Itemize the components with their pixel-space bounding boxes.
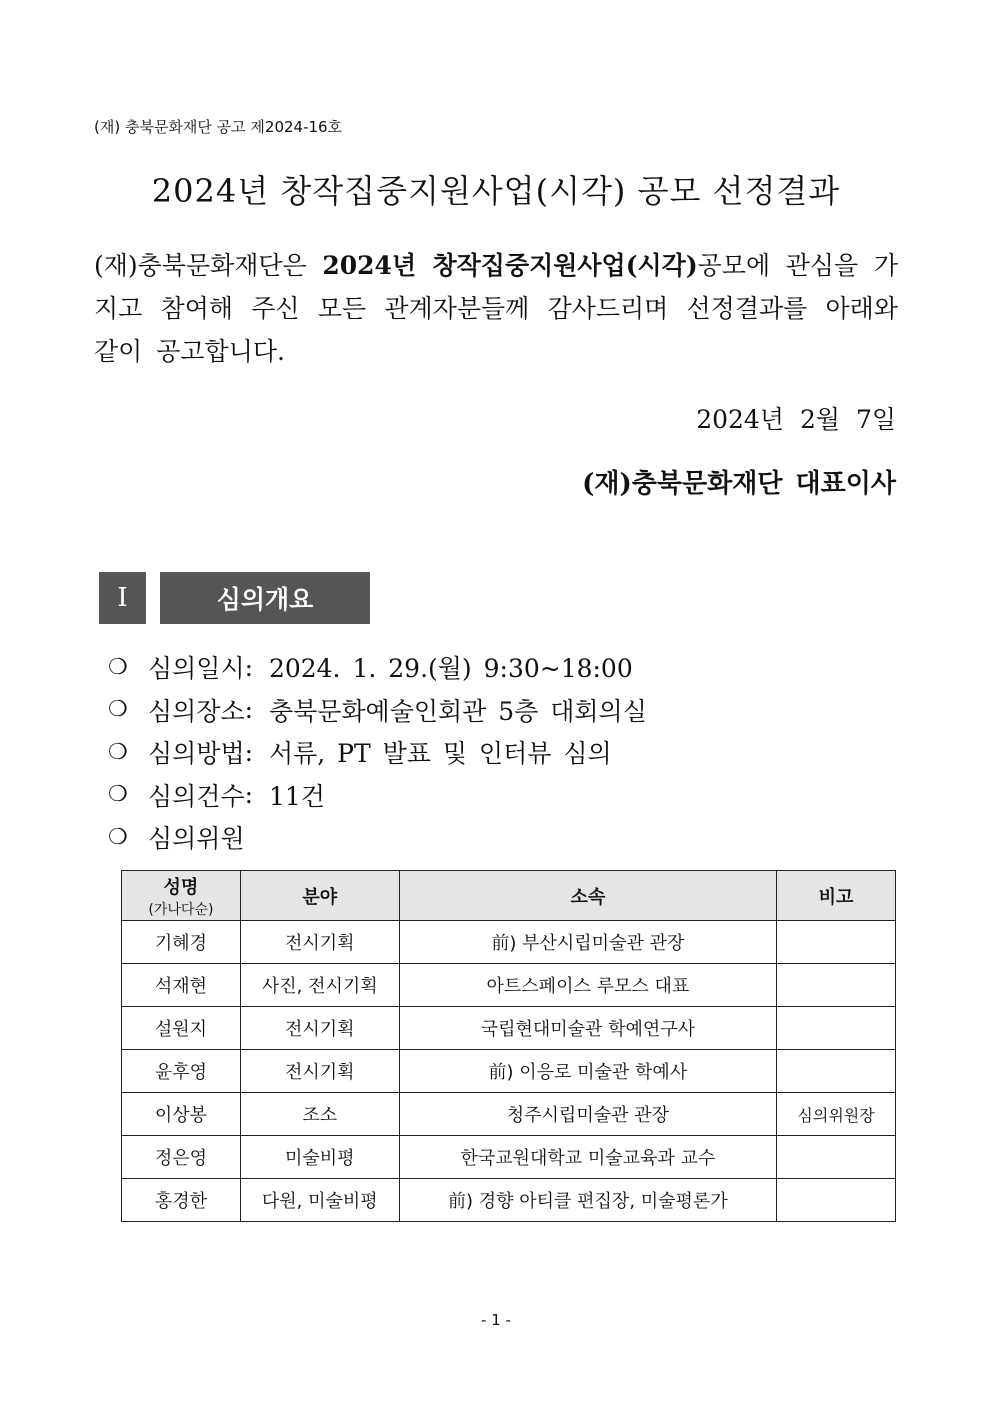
cell-affiliation: 국립현대미술관 학예연구사 <box>399 1007 776 1050</box>
cell-name: 설원지 <box>122 1007 241 1050</box>
section-title: 심의개요 <box>160 572 370 624</box>
header-note: 비고 <box>777 871 896 921</box>
page-number: - 1 - <box>481 1311 511 1329</box>
item-value: 2024. 1. 29.(월) 9:30~18:00 <box>268 654 633 684</box>
circle-bullet-icon: ❍ <box>108 654 128 680</box>
cell-name: 홍경한 <box>122 1179 241 1222</box>
header-name: 성명 (가나다순) <box>122 871 241 921</box>
document-title: 2024년 창작집중지원사업(시각) 공모 선정결과 <box>151 172 841 210</box>
table-row <box>122 1007 896 1050</box>
cell-field: 미술비평 <box>240 1136 399 1179</box>
cell-note <box>777 1136 896 1179</box>
circle-bullet-icon: ❍ <box>108 782 128 808</box>
cell-name: 이상봉 <box>122 1093 241 1136</box>
cell-affiliation: 前) 경향 아티클 편집장, 미술평론가 <box>399 1179 776 1222</box>
item-label: 심의일시 <box>148 654 245 684</box>
cell-name: 정은영 <box>122 1136 241 1179</box>
intro-program-name: 2024년 창작집중지원사업(시각) <box>322 251 698 280</box>
cell-affiliation: 아트스페이스 루모스 대표 <box>399 964 776 1007</box>
cell-note: 심의위원장 <box>777 1093 896 1136</box>
table-header-row <box>122 871 896 921</box>
intro-paragraph <box>94 244 898 373</box>
cell-note <box>777 1050 896 1093</box>
list-item <box>108 816 647 859</box>
list-item: ❍ 심의장소 : 충북문화예술인회관 5층 대회의실 <box>108 689 647 732</box>
cell-field: 전시기획 <box>240 1050 399 1093</box>
header-name-sub: (가나다순) <box>148 901 214 918</box>
list-item: ❍ 심의일시 : 2024. 1. 29.(월) 9:30~18:00 <box>108 646 647 689</box>
cell-field: 전시기획 <box>240 921 399 964</box>
cell-note <box>777 921 896 964</box>
cell-name: 석재현 <box>122 964 241 1007</box>
list-item: ❍ 심의건수 : 11건 <box>108 774 647 817</box>
table-row <box>122 921 896 964</box>
cell-field: 사진, 전시기획 <box>240 964 399 1007</box>
cell-affiliation: 前) 부산시립미술관 관장 <box>399 921 776 964</box>
table-row <box>122 1093 896 1136</box>
table-row <box>122 1136 896 1179</box>
cell-affiliation: 前) 이응로 미술관 학예사 <box>399 1050 776 1093</box>
review-overview-list <box>108 646 647 859</box>
notice-date: 2024년 2월 7일 <box>696 405 896 434</box>
item-label: 심의장소 <box>148 696 245 726</box>
cell-field: 조소 <box>240 1093 399 1136</box>
cell-affiliation: 청주시립미술관 관장 <box>399 1093 776 1136</box>
list-item: ❍ 심의방법 : 서류, PT 발표 및 인터뷰 심의 <box>108 731 647 774</box>
cell-note <box>777 1007 896 1050</box>
table-row <box>122 1050 896 1093</box>
item-label: 심의건수 <box>148 781 245 811</box>
circle-bullet-icon: ❍ <box>108 697 128 723</box>
table-row <box>122 1179 896 1222</box>
intro-suffix: 공모에 관심을 가지고 참여해 주신 모든 관계자분들께 감사드리며 선정결과를 아래와 같이 공고합니다. <box>94 251 898 366</box>
circle-bullet-icon: ❍ <box>108 739 128 765</box>
item-label: 심의위원 <box>148 824 245 854</box>
cell-name: 기혜경 <box>122 921 241 964</box>
header-field: 분야 <box>240 871 399 921</box>
cell-field: 전시기획 <box>240 1007 399 1050</box>
item-value: 서류, PT 발표 및 인터뷰 심의 <box>268 739 612 769</box>
cell-name: 윤후영 <box>122 1050 241 1093</box>
cell-field: 다원, 미술비평 <box>240 1179 399 1222</box>
item-label: 심의방법 <box>148 739 245 769</box>
intro-prefix: (재)충북문화재단은 <box>94 251 323 280</box>
item-value: 충북문화예술인회관 5층 대회의실 <box>268 696 647 726</box>
committee-table <box>121 870 896 1222</box>
notice-number: (재) 충북문화재단 공고 제2024-16호 <box>94 118 343 136</box>
header-affiliation: 소속 <box>399 871 776 921</box>
circle-bullet-icon: ❍ <box>108 824 128 850</box>
section-number: I <box>99 572 146 624</box>
cell-note <box>777 964 896 1007</box>
cell-note <box>777 1179 896 1222</box>
cell-affiliation: 한국교원대학교 미술교육과 교수 <box>399 1136 776 1179</box>
table-row <box>122 964 896 1007</box>
item-value: 11건 <box>268 781 325 811</box>
signer: (재)충북문화재단 대표이사 <box>582 469 896 499</box>
